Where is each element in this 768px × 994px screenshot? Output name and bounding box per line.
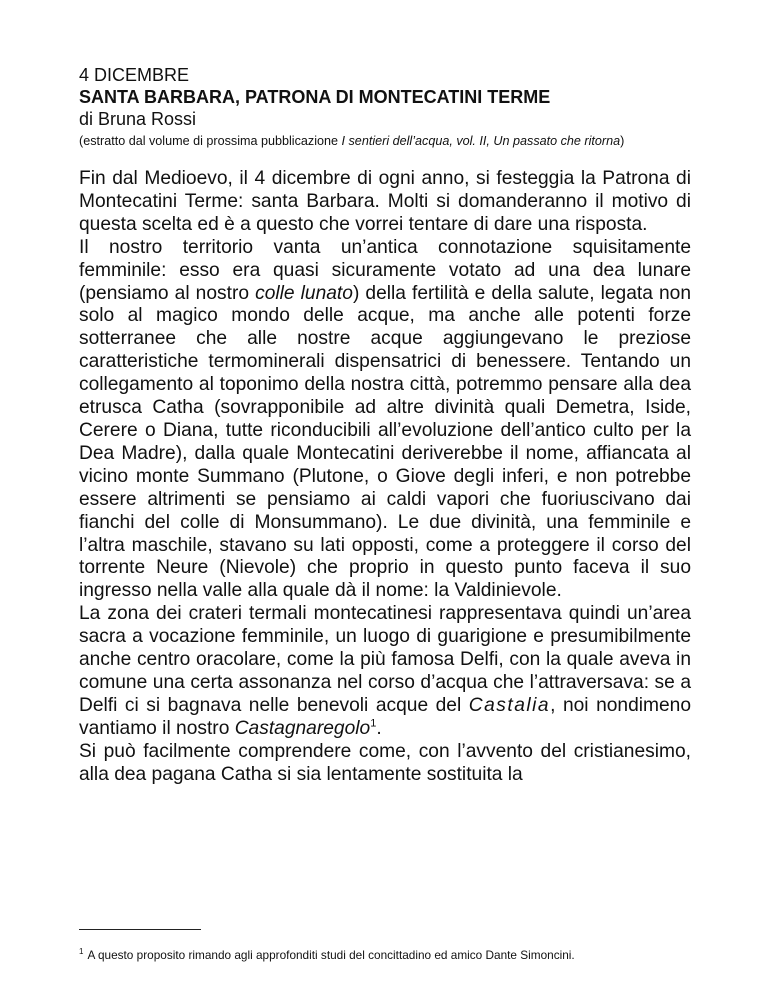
paragraph-2 [79,237,691,604]
article-title: SANTA BARBARA, PATRONA DI MONTECATINI TERME [79,87,551,107]
excerpt-note [79,132,691,150]
excerpt-book-title: I sentieri dell’acqua, vol. II, Un passato che ritorna [341,134,621,148]
article-body [79,168,691,786]
paragraph-3-part-c: . [376,717,382,739]
paragraph-2-italic: colle lunato [255,282,353,304]
article-author: di Bruna Rossi [79,109,197,129]
paragraph-3 [79,603,691,740]
footnote-divider [79,929,201,930]
paragraph-3-part-b: , noi nondimeno vantiamo il nostro [79,694,692,739]
footnote-text: A questo proposito rimando agli approfonditi studi del concittadino ed amico Dante Simoncini. [87,948,575,962]
excerpt-note-suffix: ) [620,134,625,148]
footnote-reference[interactable]: 1 [370,717,377,730]
paragraph-3-italic-castalia: Castalia [468,694,551,716]
paragraph-4: Si può facilmente comprendere come, con l’avvento del cristianesimo, alla dea pagana Catha si sia lentamente sostituita la [79,740,691,785]
excerpt-note-prefix: (estratto dal volume di prossima pubblicazione [79,134,342,148]
article-date: 4 DICEMBRE [79,65,190,85]
document-page [79,64,691,786]
paragraph-3-part-a: La zona dei crateri termali montecatinesi rappresentava quindi un’area sacra a vocazione femminile, un luogo di guarigione e presumibilmente anche centro oracolare, come la più famosa Delfi, con la quale aveva in comune una certa assonanza nel corso d’acqua che l’attraversava: se a Delfi ci si bagnava nelle benevoli acque del [79,603,691,716]
paragraph-3-italic-castagnaregolo: Castagnaregolo [234,717,371,739]
paragraph-2-part-b: ) della fertilità e della salute, legata non solo al magico mondo delle acque, ma anche alle potenti forze sotterranee che alle nostre acque aggiungevano le preziose caratteristiche termominerali dispensatrici di benessere. Tentando un collegamento al toponimo della nostra città, potremmo pensare alla dea etrusca Catha (sovrapponibile ad altre divinità quali Demetra, Iside, Cerere o Diana, tutte riconducibili all’evoluzione dell’antico culto per la Dea Madre), dalla quale Montecatini deriverebbe il nome, affiancata al vicino monte Summano (Plutone, o Giove degli inferi, e non potrebbe essere altrimenti se pensiamo ai caldi vapori che fuoriuscivano dai fianchi del colle di Monsummano). Le due divinità, una femminile e l’altra maschile, stavano su lati opposti, come a proteggere il corso del torrente Neure (Nievole) che proprio in questo punto faceva il suo ingresso nella valle alla quale dà il nome: la Valdinievole. [79,282,691,602]
paragraph-2-part-a: Il nostro territorio vanta un’antica connotazione squisitamente femminile: esso era quasi sicuramente votato ad una dea lunare (pensiamo al nostro [79,236,691,304]
footnote-mark: 1 [79,947,84,957]
footnote [79,948,691,962]
paragraph-1: Fin dal Medioevo, il 4 dicembre di ogni anno, si festeggia la Patrona di Montecatini Terme: santa Barbara. Molti si domanderanno il motivo di questa scelta ed è a questo che vorrei tentare di dare una risposta. [79,168,691,235]
